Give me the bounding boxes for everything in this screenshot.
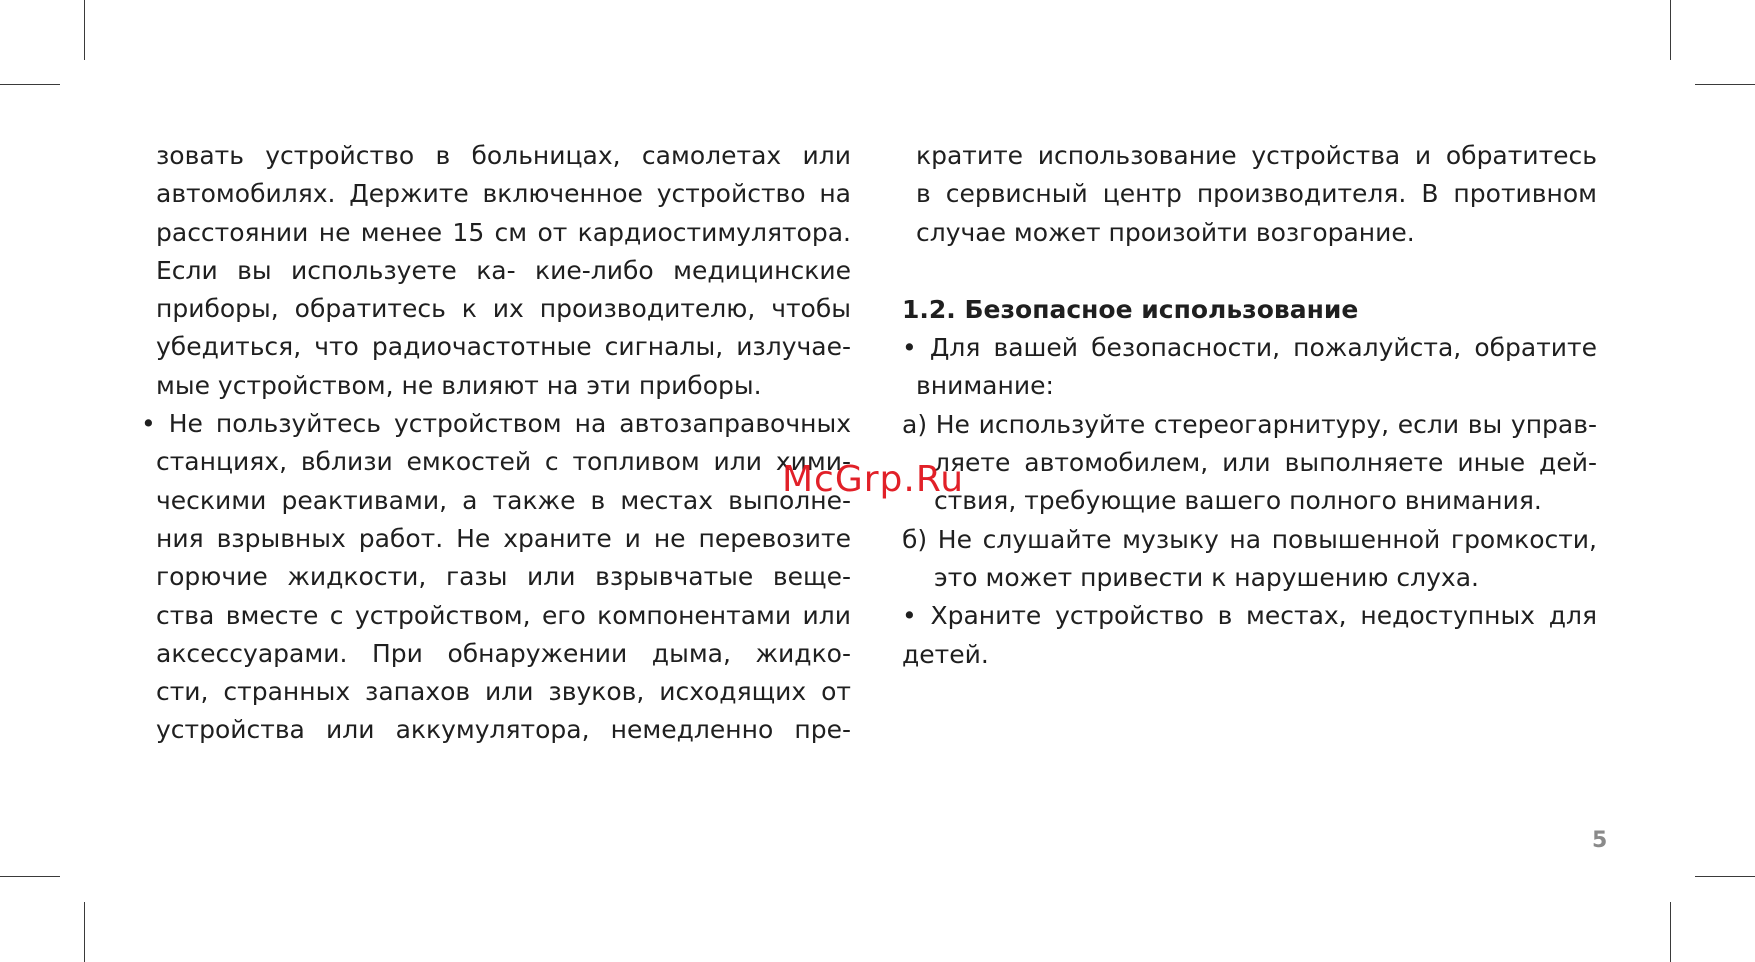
body-line: это может привести к нарушению слуха. (934, 562, 1479, 592)
crop-mark (1670, 0, 1671, 60)
body-line: в сервисный центр производителя. В противном (916, 179, 1597, 209)
watermark-logo: McGrp.Ru (782, 459, 965, 500)
body-line: ства вместе с устройством, его компонентами или (156, 600, 851, 630)
body-line: сти, странных запахов или звуков, исходящих от (156, 677, 851, 707)
body-line: убедиться, что радиочастотные сигналы, излучае- (156, 332, 851, 362)
body-line: Если вы используете ка- кие-либо медицинские (156, 255, 851, 285)
list-item-b: б) Не слушайте музыку на повышенной громкости, (902, 524, 1597, 554)
body-line: устройства или аккумулятора, немедленно пре- (156, 715, 851, 745)
body-line: ствия, требующие вашего полного внимания. (934, 486, 1542, 516)
section-heading: 1.2. Безопасное использование (902, 294, 1359, 324)
bullet-line: • Не пользуйтесь устройством на автозаправочных (141, 409, 851, 439)
body-line: ческими реактивами, а также в местах выполне- (156, 485, 851, 515)
bullet-line: • Для вашей безопасности, пожалуйста, обратите (902, 333, 1597, 363)
body-line: станциях, вблизи емкостей с топливом или хими- (156, 447, 851, 477)
body-line: расстоянии не менее 15 см от кардиостимулятора. (156, 217, 851, 247)
body-line: детей. (902, 639, 989, 669)
crop-mark (1695, 84, 1755, 85)
body-line: кратите использование устройства и обратитесь (916, 141, 1597, 170)
body-line: автомобилях. Держите включенное устройство на (156, 179, 851, 209)
body-line: аксессуарами. При обнаружении дыма, жидко- (156, 638, 851, 668)
body-line: случае может произойти возгорание. (916, 217, 1415, 247)
bullet-line: • Храните устройство в местах, недоступных для (902, 601, 1597, 631)
list-item-a: а) Не используйте стереогарнитуру, если вы управ- (902, 409, 1597, 439)
body-line: ния взрывных работ. Не храните и не перевозите (156, 523, 851, 553)
crop-mark (1695, 876, 1755, 877)
body-line: зовать устройство в больницах, самолетах или (156, 141, 851, 170)
body-line: горючие жидкости, газы или взрывчатые веще- (156, 562, 851, 592)
crop-mark (1670, 902, 1671, 962)
right-column (902, 137, 1597, 674)
crop-mark (84, 902, 85, 962)
body-line: приборы, обратитесь к их производителю, чтобы (156, 294, 851, 324)
page-number: 5 (1592, 828, 1608, 853)
body-line: внимание: (916, 371, 1054, 401)
body-line: мые устройством, не влияют на эти приборы. (156, 370, 762, 400)
body-line: ляете автомобилем, или выполняете иные дей- (934, 448, 1597, 478)
crop-mark (84, 0, 85, 60)
crop-mark (0, 876, 60, 877)
crop-mark (0, 84, 60, 85)
left-column (141, 137, 851, 750)
